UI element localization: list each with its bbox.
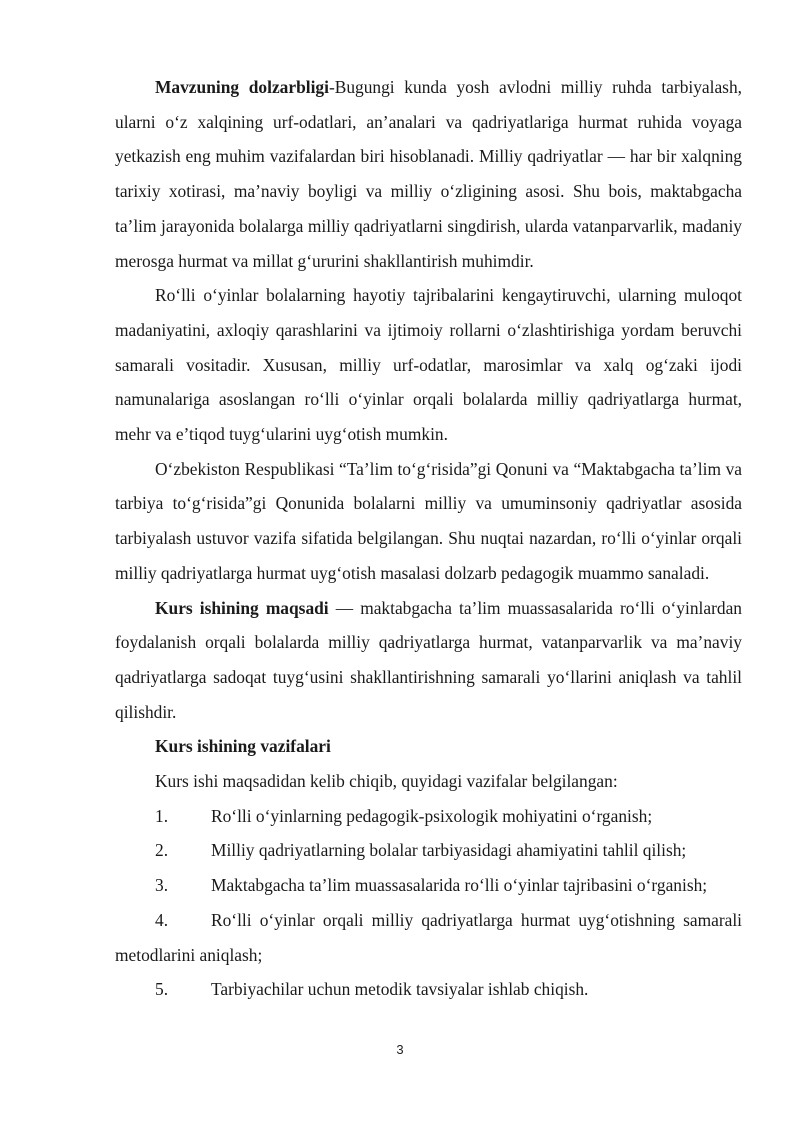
task-text: Ro‘lli o‘yinlarning pedagogik-psixologik mohiyatini o‘rganish; [211,805,653,826]
goal-text: — maktabgacha ta’lim muassasalarida ro‘lli o‘yinlardan foydalanish orqali bolalarda milliy qadriyatlarga hurmat, vatanparvarlik va ma’naviy qadriyatlarga sadoqat tuyg‘usini shakllantirishning samarali yo‘llarini aniqlash va tahlil qilishdir. [115,597,742,722]
tasks-intro: Kurs ishi maqsadidan kelib chiqib, quyidagi vazifalar belgilangan: [155,771,618,792]
task-text: Maktabgacha ta’lim muassasalarida ro‘lli o‘yinlar tajribasini o‘rganish; [211,875,708,896]
task-item-3 [115,868,742,903]
paragraph-role-games: Ro‘lli o‘yinlar bolalarning hayotiy tajribalarini kengaytiruvchi, ularning muloqot madaniyatini, axloqiy qarashlarini va ijtimoiy rollarni o‘zlashtirishiga yordam beruvchi samarali vositadir. Xususan, milliy urf-odatlar, marosimlar va xalq og‘zaki ijodi namunalariga asoslangan ro‘lli o‘yinlar orqali bolalarda milliy qadriyatlarga hurmat, mehr va e’tiqod tuyg‘ularini uyg‘otish mumkin. [115,285,742,445]
task-number: 4. [155,909,169,930]
task-number: 2. [155,840,169,861]
relevance-text: -Bugungi kunda yosh avlodni milliy ruhda tarbiyalash, ularni o‘z xalqining urf-odatlari, an’analari va qadriyatlariga hurmat ruhida voyaga yetkazish eng muhim vazifalardan biri hisoblanadi. Milliy qadriyatlar — har bir xalqning tarixiy xotirasi, ma’naviy boyligi va milliy o‘zligining asosi. Shu bois, maktabgacha ta’lim jarayonida bolalarga milliy qadriyatlarni singdirish, ularda vatanparvarlik, madaniy merosga hurmat va millat g‘ururini shakllantirish muhimdir. [115,77,742,271]
relevance-heading: Mavzuning dolzarbligi [155,77,329,97]
task-text: Milliy qadriyatlarning bolalar tarbiyasidagi ahamiyatini tahlil qilish; [211,840,687,861]
page-number: 3 [396,1042,404,1057]
task-item-5 [115,972,742,1007]
task-text: Tarbiyachilar uchun metodik tavsiyalar ishlab chiqish. [211,979,589,1000]
task-number: 5. [155,979,169,1000]
task-number: 3. [155,875,169,896]
paragraph-legislation: O‘zbekiston Respublikasi “Ta’lim to‘g‘risida”gi Qonuni va “Maktabgacha ta’lim va tarbiya to‘g‘risida”gi Qonunida bolalarni milliy va umuminsoniy qadriyatlar asosida tarbiyalash ustuvor vazifa sifatida belgilangan. Shu nuqtai nazardan, ro‘lli o‘yinlar orqali milliy qadriyatlarga hurmat uyg‘otish masalasi dolzarb pedagogik muammo sanaladi. [115,458,742,583]
paragraph-relevance [115,70,742,278]
goal-heading: Kurs ishining maqsadi [155,597,329,618]
task-item-2 [115,833,742,868]
paragraph-goal [115,591,742,730]
task-text: Ro‘lli o‘yinlar orqali milliy qadriyatlarga hurmat uyg‘otishning samarali metodlarini aniqlash; [115,909,742,965]
tasks-heading: Kurs ishining vazifalari [155,736,331,757]
task-item-1 [115,799,742,834]
task-item-4 [115,903,742,972]
task-number: 1. [155,805,169,826]
page-body [115,70,742,1007]
